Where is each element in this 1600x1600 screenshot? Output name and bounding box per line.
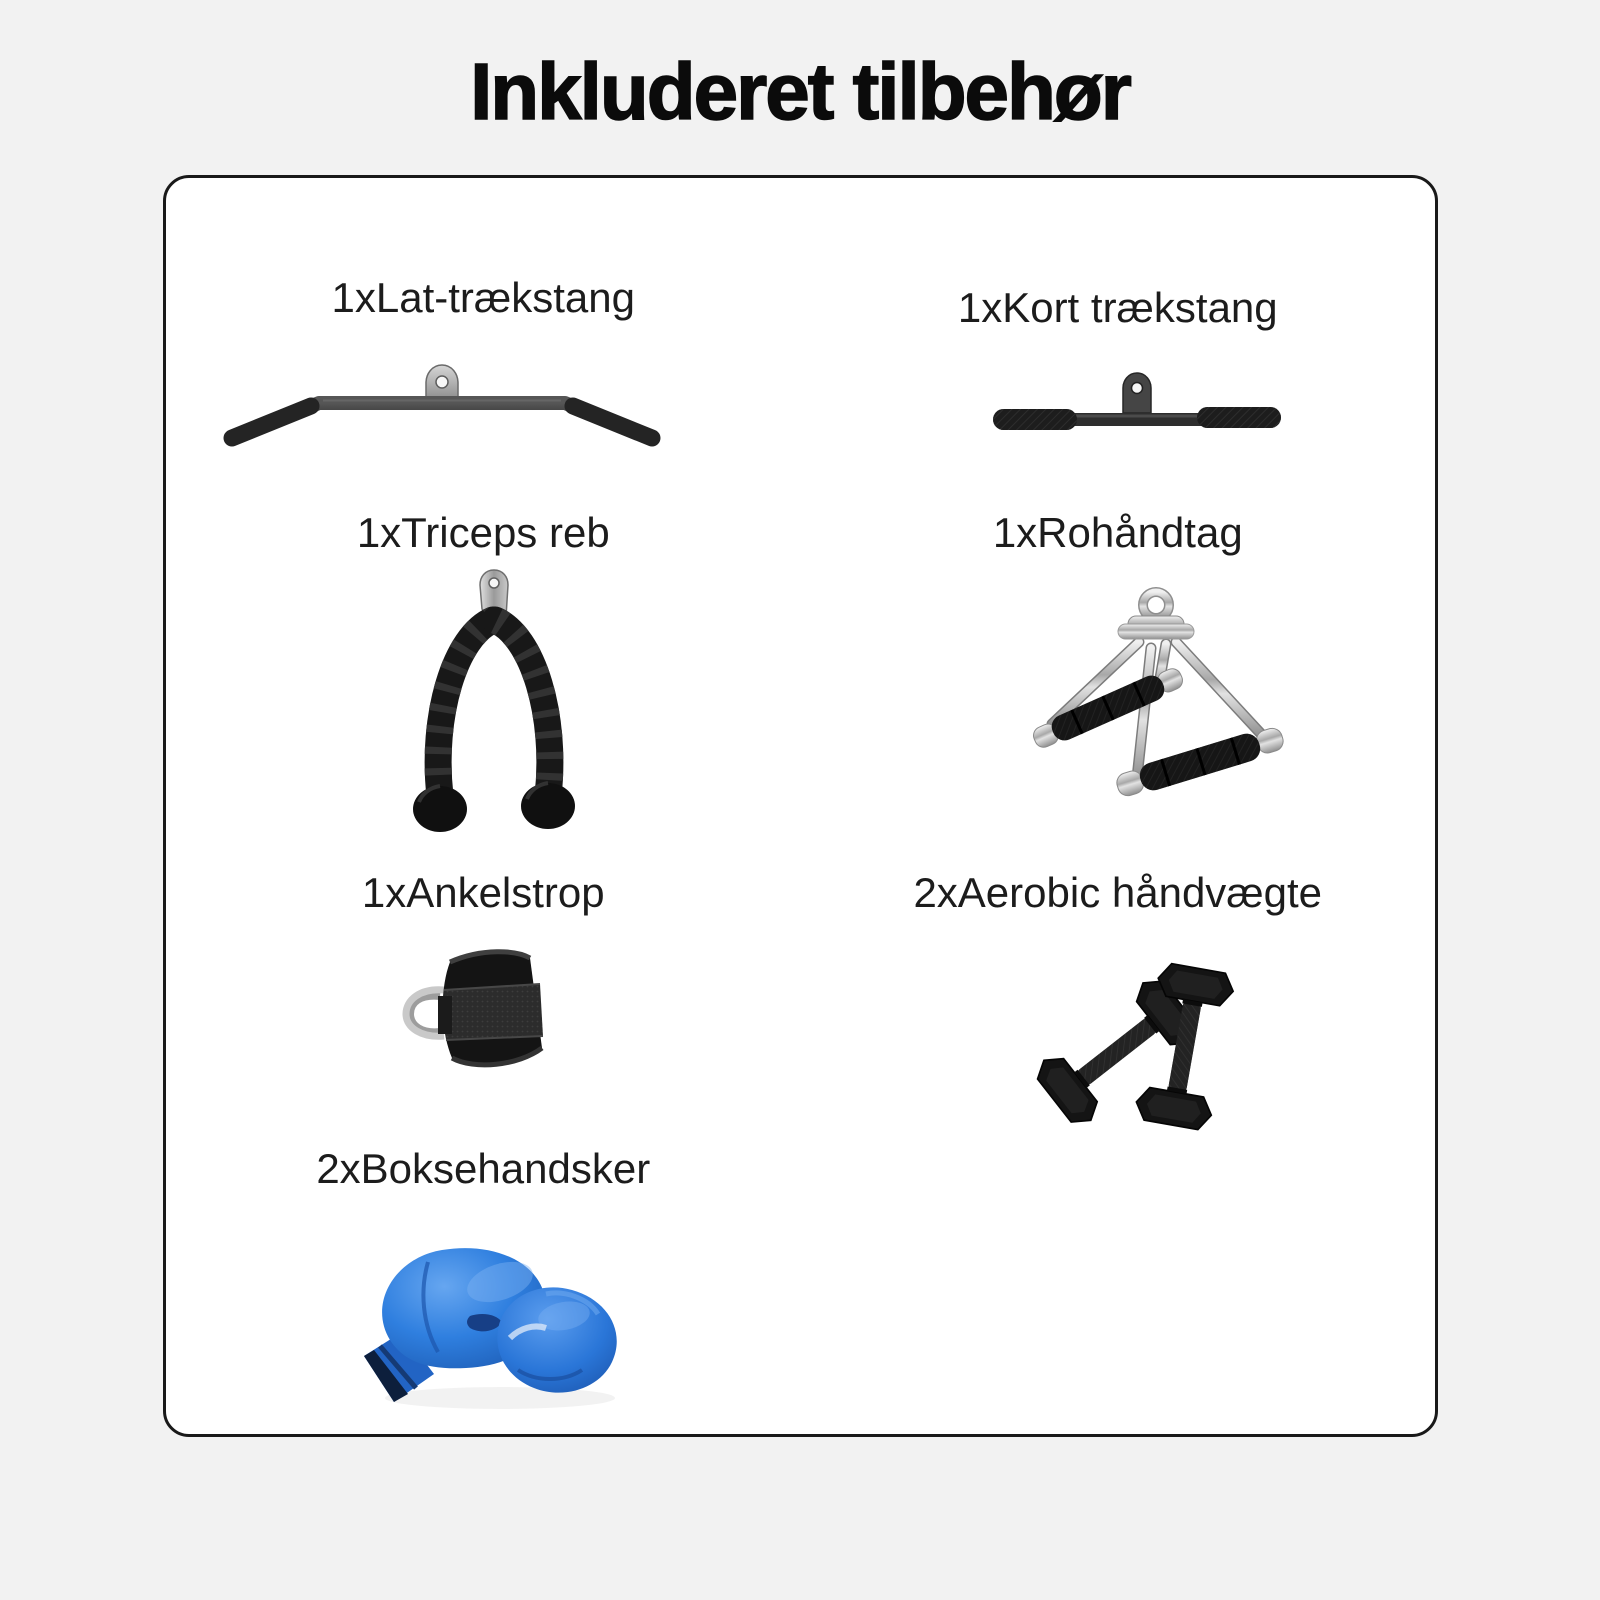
accessory-item-dumbbells <box>801 858 1436 1136</box>
accessory-label: 2xBoksehandsker <box>316 1145 651 1192</box>
accessories-card <box>163 175 1438 1437</box>
accessory-item-ankle-strap <box>166 858 801 1136</box>
boxing-gloves-image <box>350 1220 640 1420</box>
accessory-label: 1xAnkelstrop <box>361 869 605 916</box>
accessories-grid <box>166 178 1435 1434</box>
dumbbells-image <box>1008 954 1273 1136</box>
accessory-label: 1xRohåndtag <box>992 509 1243 556</box>
accessory-item-row-handle <box>801 488 1436 858</box>
short-bar-image <box>987 357 1287 452</box>
page-title: Inkluderet tilbehør <box>470 47 1130 136</box>
lat-bar-image <box>215 339 665 459</box>
accessory-label: 1xTriceps reb <box>356 509 610 556</box>
accessory-label: 2xAerobic håndvægte <box>913 869 1323 916</box>
accessory-item-lat-bar <box>166 273 801 488</box>
triceps-rope-image <box>407 566 582 836</box>
accessory-item-triceps-rope <box>166 488 801 858</box>
accessory-label: 1xLat-trækstang <box>331 274 635 321</box>
ankle-strap-image <box>390 944 555 1074</box>
accessory-item-boxing-gloves <box>166 1136 801 1434</box>
row-handle-image <box>1016 586 1286 821</box>
accessory-item-short-bar <box>801 273 1436 488</box>
accessory-label: 1xKort trækstang <box>957 284 1278 331</box>
